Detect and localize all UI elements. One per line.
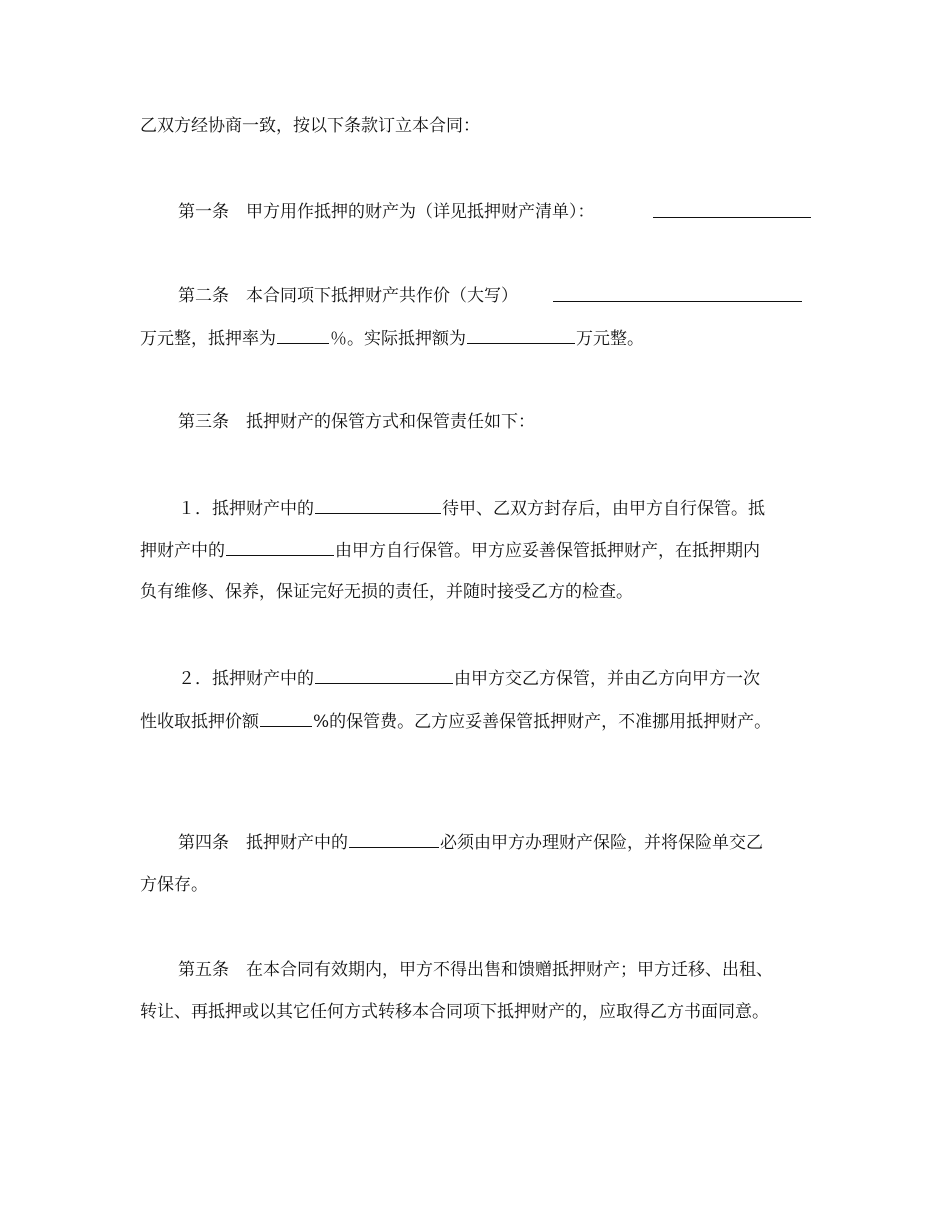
article-4-line-1-text: 必须由甲方办理财产保险，并将保险单交乙: [440, 833, 763, 853]
intro-text: 乙双方经协商一致，按以下条款订立本合同：: [140, 116, 480, 136]
article-2-unit-text: 万元整，抵押率为: [140, 329, 276, 349]
article-2-actual-text: ％。实际抵押额为: [330, 329, 466, 349]
article-4-line-2: [140, 873, 208, 897]
item-2-prefix: ２．抵押财产中的: [178, 669, 314, 689]
item-2-line-2-text: %的保管费。乙方应妥善保管抵押财产，不准挪用抵押财产。: [313, 712, 772, 732]
article-2-line-1: [178, 284, 518, 308]
article-2-end-text: 万元整。: [576, 329, 644, 349]
actual-amount-blank[interactable]: [467, 326, 575, 344]
article-3-text: 第三条 抵押财产的保管方式和保管责任如下：: [178, 412, 535, 432]
item-1-sealed-text: 待甲、乙双方封存后，由甲方自行保管。抵: [442, 499, 765, 519]
item-1-line-2-text: 由甲方自行保管。甲方应妥善保管抵押财产，在抵押期内: [335, 541, 760, 561]
item-2-line-2-prefix: 性收取抵押价额: [140, 712, 259, 732]
item-1-prefix: １．抵押财产中的: [178, 499, 314, 519]
article-5-line-1: [178, 958, 773, 982]
article-2-text: 第二条 本合同项下抵押财产共作价（大写）: [178, 286, 518, 306]
article-4-line-1: [178, 830, 763, 854]
item-1-line-3: [140, 580, 633, 604]
article-4-prefix: 第四条 抵押财产中的: [178, 833, 348, 853]
item-1-line-2: [140, 538, 760, 562]
intro-line: [140, 114, 480, 138]
item-1-line-2-prefix: 押财产中的: [140, 541, 225, 561]
item-2-property-blank[interactable]: [315, 666, 453, 684]
custody-fee-rate-blank[interactable]: [260, 709, 312, 727]
item-1-self-kept-property-blank[interactable]: [226, 538, 334, 556]
insured-property-blank[interactable]: [349, 830, 439, 848]
article-5-line-1-text: 第五条 在本合同有效期内，甲方不得出售和馈赠抵押财产；甲方迁移、出租、: [178, 960, 773, 980]
item-1-sealed-property-blank[interactable]: [315, 496, 441, 514]
article-5-line-2-text: 转让、再抵押或以其它任何方式转移本合同项下抵押财产的，应取得乙方书面同意。: [140, 1002, 769, 1022]
article-2-value-blank[interactable]: [553, 284, 802, 302]
item-1-line-1: [178, 496, 765, 520]
article-5-line-2: [140, 1000, 769, 1024]
article-2-line-2: [140, 326, 644, 350]
article-1-text: 第一条 甲方用作抵押的财产为（详见抵押财产清单）：: [178, 202, 595, 222]
mortgage-rate-blank[interactable]: [277, 326, 329, 344]
article-1: [178, 200, 595, 224]
item-2-line-2: [140, 709, 771, 733]
item-2-line-1-text: 由甲方交乙方保管，并由乙方向甲方一次: [454, 669, 760, 689]
article-4-line-2-text: 方保存。: [140, 875, 208, 895]
article-1-blank[interactable]: [653, 200, 811, 218]
item-1-line-3-text: 负有维修、保养，保证完好无损的责任，并随时接受乙方的检查。: [140, 582, 633, 602]
item-2-line-1: [178, 666, 760, 690]
article-3: [178, 410, 535, 434]
